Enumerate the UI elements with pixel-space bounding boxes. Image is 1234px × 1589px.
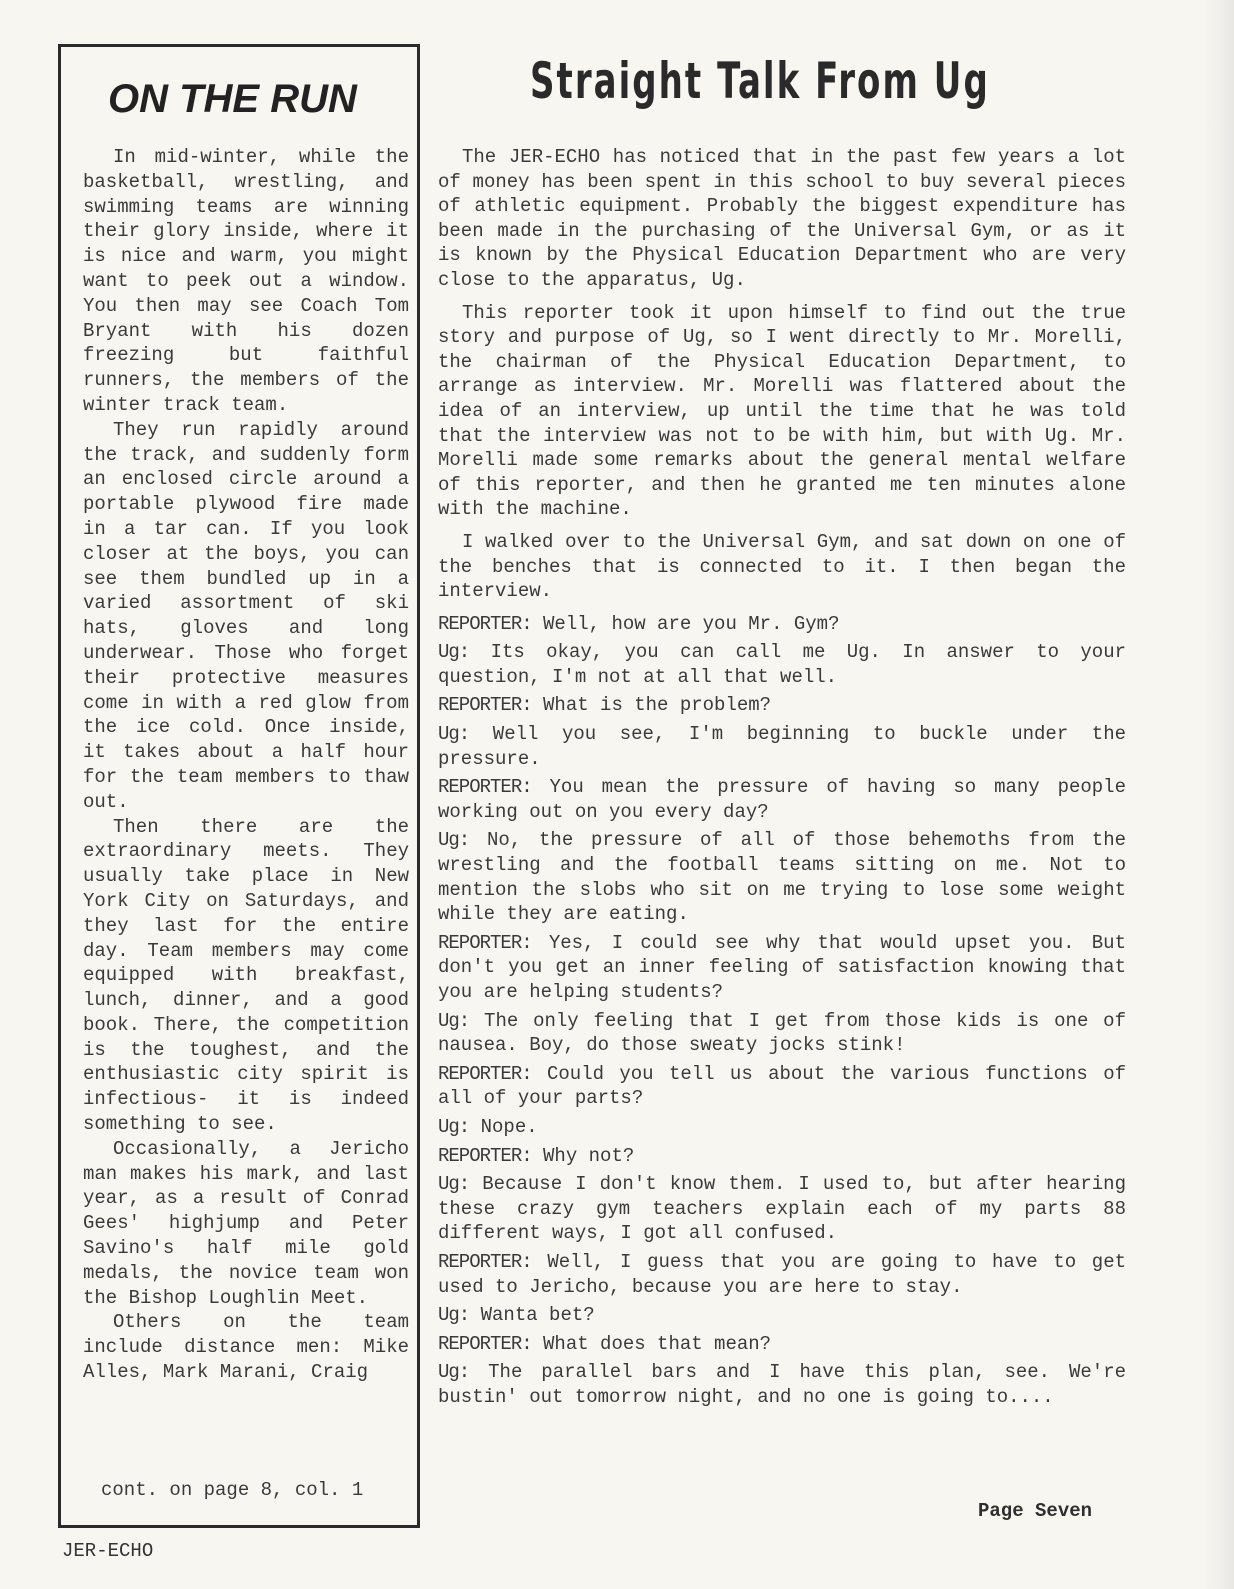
dialogue-line	[438, 693, 1126, 718]
on-the-run-column	[58, 44, 420, 1528]
dialogue-line	[438, 722, 1126, 771]
dialogue-text: What does that mean?	[543, 1332, 772, 1355]
dialogue-line	[438, 1172, 1126, 1246]
dialogue-text: Because I don't know them. I used to, but after hearing these crazy gym teachers explain each of my parts 88 different ways, I got all confused.	[438, 1173, 1126, 1245]
dialogue-speaker: Ug:	[438, 1115, 470, 1138]
dialogue-text: What is the problem?	[543, 694, 772, 717]
dialogue-speaker: Ug:	[438, 1173, 470, 1196]
dialogue-text: You mean the pressure of having so many people working out on you every day?	[438, 776, 1126, 823]
on-the-run-paragraph-1: In mid-winter, while the basketball, wrestling, and swimming teams are winning their glory inside, where it is nice and warm, you might want to peek out a window. You then may see Coach Tom Bryant with his dozen freezing but faithful runners, the members of the winter track team.	[83, 146, 409, 416]
dialogue-text: The parallel bars and I have this plan, see. We're bustin' out tomorrow night, and no one is going to....	[438, 1361, 1127, 1408]
on-the-run-paragraph-2: They run rapidly around the track, and suddenly form an enclosed circle around a portable plywood fire made in a tar can. If you look closer at the boys, you can see them bundled up in a varied assortment of ski hats, gloves and long underwear. Those who forget their protective measures come in with a red glow from the ice cold. Once inside, it takes about a half hour for the team members to thaw out.	[83, 418, 409, 813]
on-the-run-paragraph-5: Others on the team include distance men: Mike Alles, Mark Marani, Craig	[83, 1311, 409, 1384]
dialogue-speaker: REPORTER:	[438, 1144, 532, 1167]
continued-note: cont. on page 8, col. 1	[101, 1479, 364, 1501]
dialogue-speaker: REPORTER:	[438, 694, 532, 717]
dialogue-text: Yes, I could see why that would upset you. But don't you get an inner feeling of satisfaction knowing that you are helping students?	[438, 931, 1126, 1003]
dialogue-speaker: Ug:	[438, 1304, 470, 1327]
on-the-run-title: ON THE RUN	[108, 77, 357, 121]
intro-paragraph-1: The JER-ECHO has noticed that in the past few years a lot of money has been spent in this school to buy several pieces of athletic equipment. Probably the biggest expenditure has been made in the purchasing of the Universal Gym, or as it is known by the Physical Education Department who are very close to the apparatus, Ug.	[438, 146, 1126, 291]
dialogue-text: Well, I guess that you are going to have to get used to Jericho, because you are here to stay.	[438, 1250, 1126, 1298]
dialogue-speaker: Ug:	[438, 1009, 470, 1032]
dialogue-speaker: REPORTER:	[438, 1062, 532, 1085]
dialogue-text: Why not?	[543, 1144, 635, 1167]
dialogue-text: Could you tell us about the various functions of all of your parts?	[438, 1062, 1126, 1110]
dialogue-line	[438, 1360, 1126, 1409]
publication-name: JER-ECHO	[62, 1540, 154, 1562]
intro-paragraph-2: This reporter took it upon himself to find out the true story and purpose of Ug, so I went directly to Mr. Morelli, the chairman of the Physical Education Department, to arrange as interview. Mr. Morelli was flattered about the idea of an interview, up until the time that he was told that the interview was not to be with him, but with Ug. Mr. Morelli made some remarks about the general mental welfare of this reporter, and then he granted me ten minutes alone with the machine.	[438, 301, 1126, 521]
dialogue-text: Wanta bet?	[480, 1304, 595, 1327]
dialogue-speaker: Ug:	[438, 1361, 470, 1384]
dialogue-text: No, the pressure of all of those behemoths from the wrestling and the football teams sitting on me. Not to mention the slobs who sit on me trying to lose some weight while they are eating.	[438, 829, 1126, 926]
dialogue-line	[438, 1009, 1126, 1058]
dialogue-speaker: REPORTER:	[438, 1332, 532, 1355]
interview-dialogue	[438, 612, 1126, 1410]
dialogue-line	[438, 1332, 1126, 1357]
dialogue-speaker: Ug:	[438, 829, 470, 852]
dialogue-line	[438, 612, 1126, 637]
dialogue-speaker: REPORTER:	[438, 1250, 532, 1273]
on-the-run-paragraph-4: Occasionally, a Jericho man makes his mark, and last year, as a result of Conrad Gees' highjump and Peter Savino's half mile gold medals, the novice team won the Bishop Loughlin Meet.	[83, 1137, 409, 1309]
dialogue-line	[438, 775, 1126, 824]
dialogue-line	[438, 1303, 1126, 1328]
dialogue-text: Well you see, I'm beginning to buckle under the pressure.	[438, 723, 1127, 770]
page-number: Page Seven	[978, 1500, 1093, 1522]
dialogue-text: Well, how are you Mr. Gym?	[543, 612, 840, 635]
page-edge-shadow	[1204, 0, 1234, 1589]
dialogue-speaker: REPORTER:	[438, 931, 532, 954]
dialogue-line	[438, 1144, 1126, 1169]
dialogue-line	[438, 828, 1126, 926]
dialogue-speaker: Ug:	[438, 641, 470, 664]
intro-paragraph-3: I walked over to the Universal Gym, and sat down on one of the benches that is connected to it. I then began the interview.	[438, 530, 1126, 603]
dialogue-line	[438, 1115, 1126, 1140]
dialogue-text: Nope.	[480, 1115, 538, 1138]
straight-talk-body	[438, 145, 1126, 1414]
straight-talk-title: Straight Talk From Ug	[530, 52, 990, 110]
dialogue-speaker: REPORTER:	[438, 776, 532, 799]
dialogue-text: Its okay, you can call me Ug. In answer to your question, I'm not at all that well.	[438, 641, 1126, 688]
dialogue-line	[438, 640, 1126, 689]
on-the-run-paragraph-3: Then there are the extraordinary meets. They usually take place in New York City on Saturdays, and they last for the entire day. Team members may come equipped with breakfast, lunch, dinner, and a good book. There, the competition is the toughest, and the enthusiastic city spirit is infectious- it is indeed something to see.	[83, 815, 409, 1136]
dialogue-speaker: REPORTER:	[438, 612, 532, 635]
on-the-run-body	[83, 145, 409, 1385]
dialogue-speaker: Ug:	[438, 723, 470, 746]
dialogue-text: The only feeling that I get from those kids is one of nausea. Boy, do those sweaty jocks stink!	[438, 1009, 1126, 1057]
dialogue-line	[438, 931, 1126, 1005]
dialogue-line	[438, 1062, 1126, 1111]
dialogue-line	[438, 1250, 1126, 1299]
